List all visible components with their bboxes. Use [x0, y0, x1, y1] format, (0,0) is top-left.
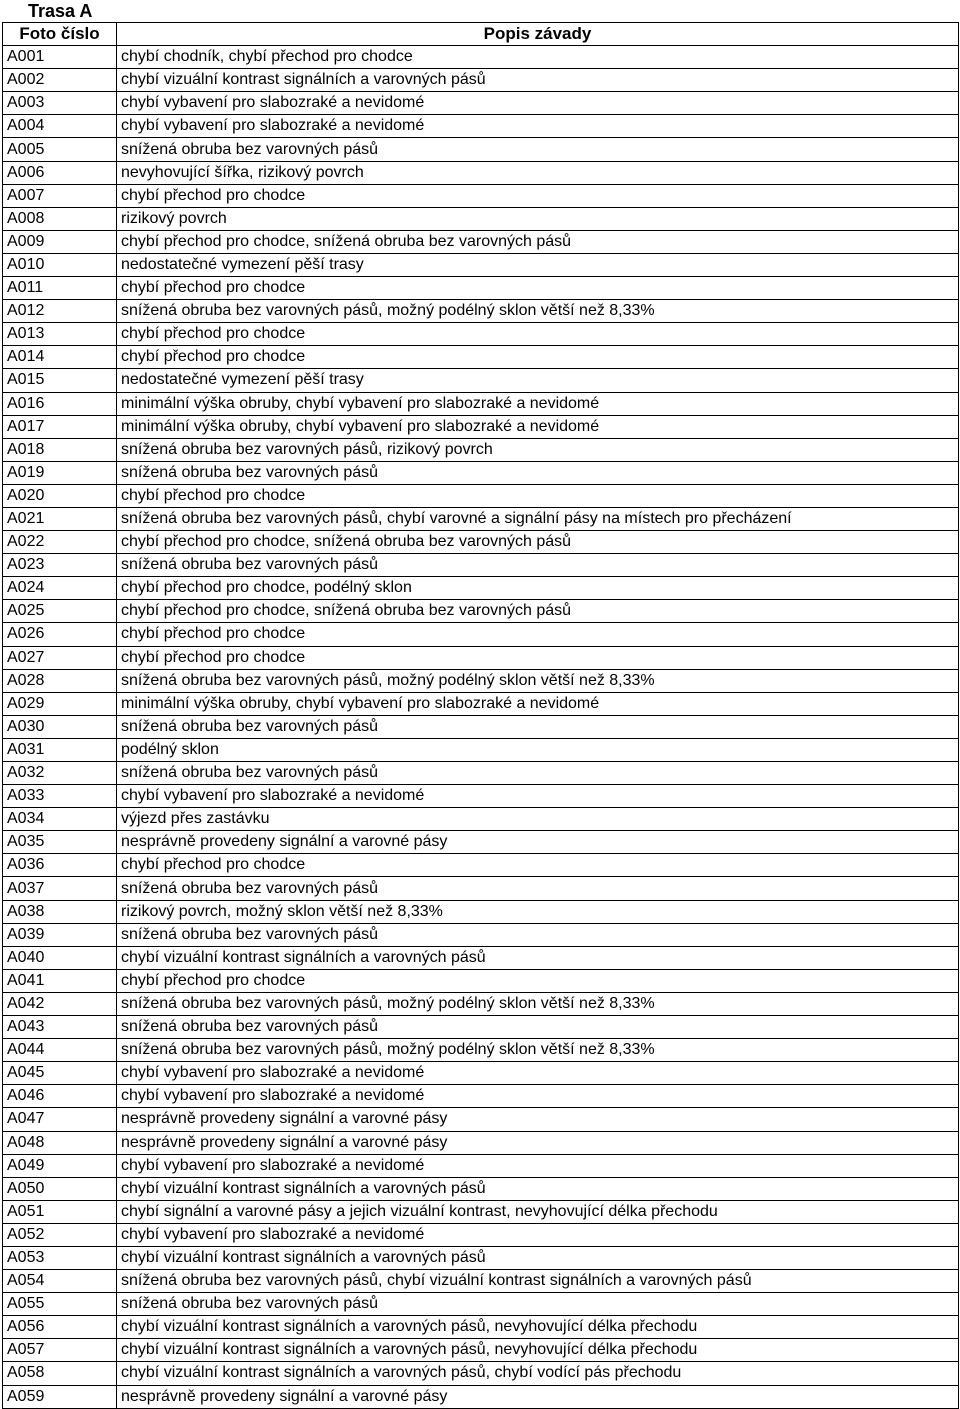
- description-cell: snížená obruba bez varovných pásů: [117, 762, 959, 785]
- description-cell: chybí přechod pro chodce: [117, 623, 959, 646]
- description-cell: chybí přechod pro chodce: [117, 646, 959, 669]
- photo-number-cell: A021: [3, 507, 117, 530]
- photo-number-cell: A037: [3, 877, 117, 900]
- description-cell: snížená obruba bez varovných pásů: [117, 554, 959, 577]
- photo-number-cell: A049: [3, 1154, 117, 1177]
- description-cell: nedostatečné vymezení pěší trasy: [117, 369, 959, 392]
- photo-number-cell: A023: [3, 554, 117, 577]
- photo-number-cell: A036: [3, 854, 117, 877]
- table-row: [3, 900, 959, 923]
- photo-number-cell: A026: [3, 623, 117, 646]
- photo-number-cell: A019: [3, 461, 117, 484]
- photo-number-cell: A005: [3, 138, 117, 161]
- photo-number-cell: A007: [3, 184, 117, 207]
- description-cell: nesprávně provedeny signální a varovné pásy: [117, 1108, 959, 1131]
- description-cell: nesprávně provedeny signální a varovné pásy: [117, 1385, 959, 1408]
- table-row: [3, 161, 959, 184]
- table-row: [3, 946, 959, 969]
- table-row: [3, 1131, 959, 1154]
- table-row: [3, 646, 959, 669]
- description-cell: chybí vybavení pro slabozraké a nevidomé: [117, 1085, 959, 1108]
- photo-number-header: Foto číslo: [3, 23, 117, 46]
- photo-number-cell: A053: [3, 1246, 117, 1269]
- table-row: [3, 323, 959, 346]
- table-row: [3, 1385, 959, 1408]
- table-row: [3, 392, 959, 415]
- description-cell: chybí vizuální kontrast signálních a varovných pásů: [117, 1177, 959, 1200]
- table-row: [3, 1270, 959, 1293]
- defects-table: [2, 22, 959, 1409]
- table-row: [3, 738, 959, 761]
- table-row: [3, 461, 959, 484]
- description-cell: chybí přechod pro chodce: [117, 969, 959, 992]
- table-row: [3, 1154, 959, 1177]
- photo-number-cell: A041: [3, 969, 117, 992]
- photo-number-cell: A033: [3, 785, 117, 808]
- description-cell: snížená obruba bez varovných pásů, možný podélný sklon větší než 8,33%: [117, 1039, 959, 1062]
- table-row: [3, 253, 959, 276]
- photo-number-cell: A017: [3, 415, 117, 438]
- description-cell: chybí vizuální kontrast signálních a varovných pásů: [117, 69, 959, 92]
- table-row: [3, 831, 959, 854]
- table-row: [3, 415, 959, 438]
- description-header: Popis závady: [117, 23, 959, 46]
- description-cell: snížená obruba bez varovných pásů, možný podélný sklon větší než 8,33%: [117, 992, 959, 1015]
- table-row: [3, 92, 959, 115]
- table-row: [3, 115, 959, 138]
- description-cell: snížená obruba bez varovných pásů: [117, 715, 959, 738]
- photo-number-cell: A056: [3, 1316, 117, 1339]
- description-cell: minimální výška obruby, chybí vybavení pro slabozraké a nevidomé: [117, 415, 959, 438]
- photo-number-cell: A046: [3, 1085, 117, 1108]
- table-row: [3, 554, 959, 577]
- description-cell: snížená obruba bez varovných pásů, chybí vizuální kontrast signálních a varovných pásů: [117, 1270, 959, 1293]
- table-row: [3, 369, 959, 392]
- table-row: [3, 923, 959, 946]
- description-cell: chybí vizuální kontrast signálních a varovných pásů: [117, 1246, 959, 1269]
- photo-number-cell: A009: [3, 230, 117, 253]
- description-cell: snížená obruba bez varovných pásů: [117, 877, 959, 900]
- description-cell: chybí vizuální kontrast signálních a varovných pásů, nevyhovující délka přechodu: [117, 1339, 959, 1362]
- description-cell: chybí přechod pro chodce: [117, 346, 959, 369]
- description-cell: snížená obruba bez varovných pásů, možný podélný sklon větší než 8,33%: [117, 300, 959, 323]
- description-cell: chybí vizuální kontrast signálních a varovných pásů, chybí vodící pás přechodu: [117, 1362, 959, 1385]
- table-row: [3, 715, 959, 738]
- photo-number-cell: A032: [3, 762, 117, 785]
- description-cell: rizikový povrch, možný sklon větší než 8,33%: [117, 900, 959, 923]
- photo-number-cell: A058: [3, 1362, 117, 1385]
- description-cell: snížená obruba bez varovných pásů, chybí varovné a signální pásy na místech pro přecházení: [117, 507, 959, 530]
- table-row: [3, 1223, 959, 1246]
- table-caption: Trasa A: [28, 1, 93, 21]
- description-cell: rizikový povrch: [117, 207, 959, 230]
- table-row: [3, 277, 959, 300]
- description-cell: minimální výška obruby, chybí vybavení pro slabozraké a nevidomé: [117, 692, 959, 715]
- table-row: [3, 1339, 959, 1362]
- table-row: [3, 992, 959, 1015]
- table-row: [3, 300, 959, 323]
- description-cell: chybí přechod pro chodce: [117, 854, 959, 877]
- description-cell: chybí vizuální kontrast signálních a varovných pásů, nevyhovující délka přechodu: [117, 1316, 959, 1339]
- photo-number-cell: A012: [3, 300, 117, 323]
- table-row: [3, 531, 959, 554]
- table-row: [3, 1316, 959, 1339]
- photo-number-cell: A057: [3, 1339, 117, 1362]
- table-row: [3, 1200, 959, 1223]
- photo-number-cell: A042: [3, 992, 117, 1015]
- description-cell: snížená obruba bez varovných pásů: [117, 1016, 959, 1039]
- photo-number-cell: A010: [3, 253, 117, 276]
- table-row: [3, 184, 959, 207]
- description-cell: nesprávně provedeny signální a varovné pásy: [117, 1131, 959, 1154]
- photo-number-cell: A045: [3, 1062, 117, 1085]
- photo-number-cell: A014: [3, 346, 117, 369]
- photo-number-cell: A047: [3, 1108, 117, 1131]
- table-body: [3, 46, 959, 1409]
- photo-number-cell: A038: [3, 900, 117, 923]
- photo-number-cell: A028: [3, 669, 117, 692]
- photo-number-cell: A001: [3, 46, 117, 69]
- description-cell: nevyhovující šířka, rizikový povrch: [117, 161, 959, 184]
- description-cell: snížená obruba bez varovných pásů: [117, 138, 959, 161]
- photo-number-cell: A031: [3, 738, 117, 761]
- photo-number-cell: A015: [3, 369, 117, 392]
- description-cell: chybí přechod pro chodce, podélný sklon: [117, 577, 959, 600]
- table-row: [3, 969, 959, 992]
- description-cell: chybí chodník, chybí přechod pro chodce: [117, 46, 959, 69]
- description-cell: chybí vybavení pro slabozraké a nevidomé: [117, 785, 959, 808]
- photo-number-cell: A054: [3, 1270, 117, 1293]
- description-cell: snížená obruba bez varovných pásů: [117, 923, 959, 946]
- photo-number-cell: A055: [3, 1293, 117, 1316]
- table-row: [3, 669, 959, 692]
- description-cell: chybí přechod pro chodce: [117, 277, 959, 300]
- photo-number-cell: A034: [3, 808, 117, 831]
- table-row: [3, 623, 959, 646]
- table-row: [3, 785, 959, 808]
- table-row: [3, 484, 959, 507]
- table-row: [3, 762, 959, 785]
- table-row: [3, 507, 959, 530]
- description-cell: podélný sklon: [117, 738, 959, 761]
- photo-number-cell: A008: [3, 207, 117, 230]
- description-cell: chybí signální a varovné pásy a jejich vizuální kontrast, nevyhovující délka přechodu: [117, 1200, 959, 1223]
- photo-number-cell: A051: [3, 1200, 117, 1223]
- table-row: [3, 1293, 959, 1316]
- table-row: [3, 877, 959, 900]
- table-row: [3, 577, 959, 600]
- photo-number-cell: A035: [3, 831, 117, 854]
- photo-number-cell: A052: [3, 1223, 117, 1246]
- table-row: [3, 808, 959, 831]
- table-row: [3, 1362, 959, 1385]
- table-row: [3, 346, 959, 369]
- description-cell: chybí přechod pro chodce, snížená obruba bez varovných pásů: [117, 531, 959, 554]
- table-row: [3, 207, 959, 230]
- description-cell: minimální výška obruby, chybí vybavení pro slabozraké a nevidomé: [117, 392, 959, 415]
- description-cell: nedostatečné vymezení pěší trasy: [117, 253, 959, 276]
- table-row: [3, 438, 959, 461]
- photo-number-cell: A025: [3, 600, 117, 623]
- photo-number-cell: A020: [3, 484, 117, 507]
- description-cell: chybí přechod pro chodce, snížená obruba bez varovných pásů: [117, 230, 959, 253]
- photo-number-cell: A024: [3, 577, 117, 600]
- header-row: [3, 23, 959, 46]
- table-row: [3, 1062, 959, 1085]
- photo-number-cell: A003: [3, 92, 117, 115]
- description-cell: chybí vybavení pro slabozraké a nevidomé: [117, 115, 959, 138]
- photo-number-cell: A022: [3, 531, 117, 554]
- photo-number-cell: A039: [3, 923, 117, 946]
- description-cell: chybí přechod pro chodce, snížená obruba bez varovných pásů: [117, 600, 959, 623]
- description-cell: snížená obruba bez varovných pásů, rizikový povrch: [117, 438, 959, 461]
- photo-number-cell: A059: [3, 1385, 117, 1408]
- description-cell: chybí přechod pro chodce: [117, 484, 959, 507]
- photo-number-cell: A004: [3, 115, 117, 138]
- photo-number-cell: A050: [3, 1177, 117, 1200]
- table-row: [3, 1246, 959, 1269]
- table-row: [3, 230, 959, 253]
- description-cell: chybí vizuální kontrast signálních a varovných pásů: [117, 946, 959, 969]
- table-row: [3, 854, 959, 877]
- photo-number-cell: A048: [3, 1131, 117, 1154]
- photo-number-cell: A040: [3, 946, 117, 969]
- table-row: [3, 1108, 959, 1131]
- table-row: [3, 1177, 959, 1200]
- photo-number-cell: A027: [3, 646, 117, 669]
- photo-number-cell: A030: [3, 715, 117, 738]
- table-row: [3, 46, 959, 69]
- table-row: [3, 138, 959, 161]
- photo-number-cell: A044: [3, 1039, 117, 1062]
- description-cell: chybí vybavení pro slabozraké a nevidomé: [117, 92, 959, 115]
- photo-number-cell: A002: [3, 69, 117, 92]
- description-cell: chybí vybavení pro slabozraké a nevidomé: [117, 1062, 959, 1085]
- description-cell: nesprávně provedeny signální a varovné pásy: [117, 831, 959, 854]
- description-cell: snížená obruba bez varovných pásů, možný podélný sklon větší než 8,33%: [117, 669, 959, 692]
- photo-number-cell: A013: [3, 323, 117, 346]
- description-cell: chybí přechod pro chodce: [117, 184, 959, 207]
- table-row: [3, 69, 959, 92]
- description-cell: chybí vybavení pro slabozraké a nevidomé: [117, 1223, 959, 1246]
- table-row: [3, 692, 959, 715]
- photo-number-cell: A018: [3, 438, 117, 461]
- description-cell: snížená obruba bez varovných pásů: [117, 1293, 959, 1316]
- table-row: [3, 1016, 959, 1039]
- description-cell: snížená obruba bez varovných pásů: [117, 461, 959, 484]
- table-row: [3, 600, 959, 623]
- description-cell: chybí přechod pro chodce: [117, 323, 959, 346]
- photo-number-cell: A016: [3, 392, 117, 415]
- photo-number-cell: A029: [3, 692, 117, 715]
- photo-number-cell: A043: [3, 1016, 117, 1039]
- table-row: [3, 1039, 959, 1062]
- table-row: [3, 1085, 959, 1108]
- description-cell: výjezd přes zastávku: [117, 808, 959, 831]
- description-cell: chybí vybavení pro slabozraké a nevidomé: [117, 1154, 959, 1177]
- photo-number-cell: A011: [3, 277, 117, 300]
- photo-number-cell: A006: [3, 161, 117, 184]
